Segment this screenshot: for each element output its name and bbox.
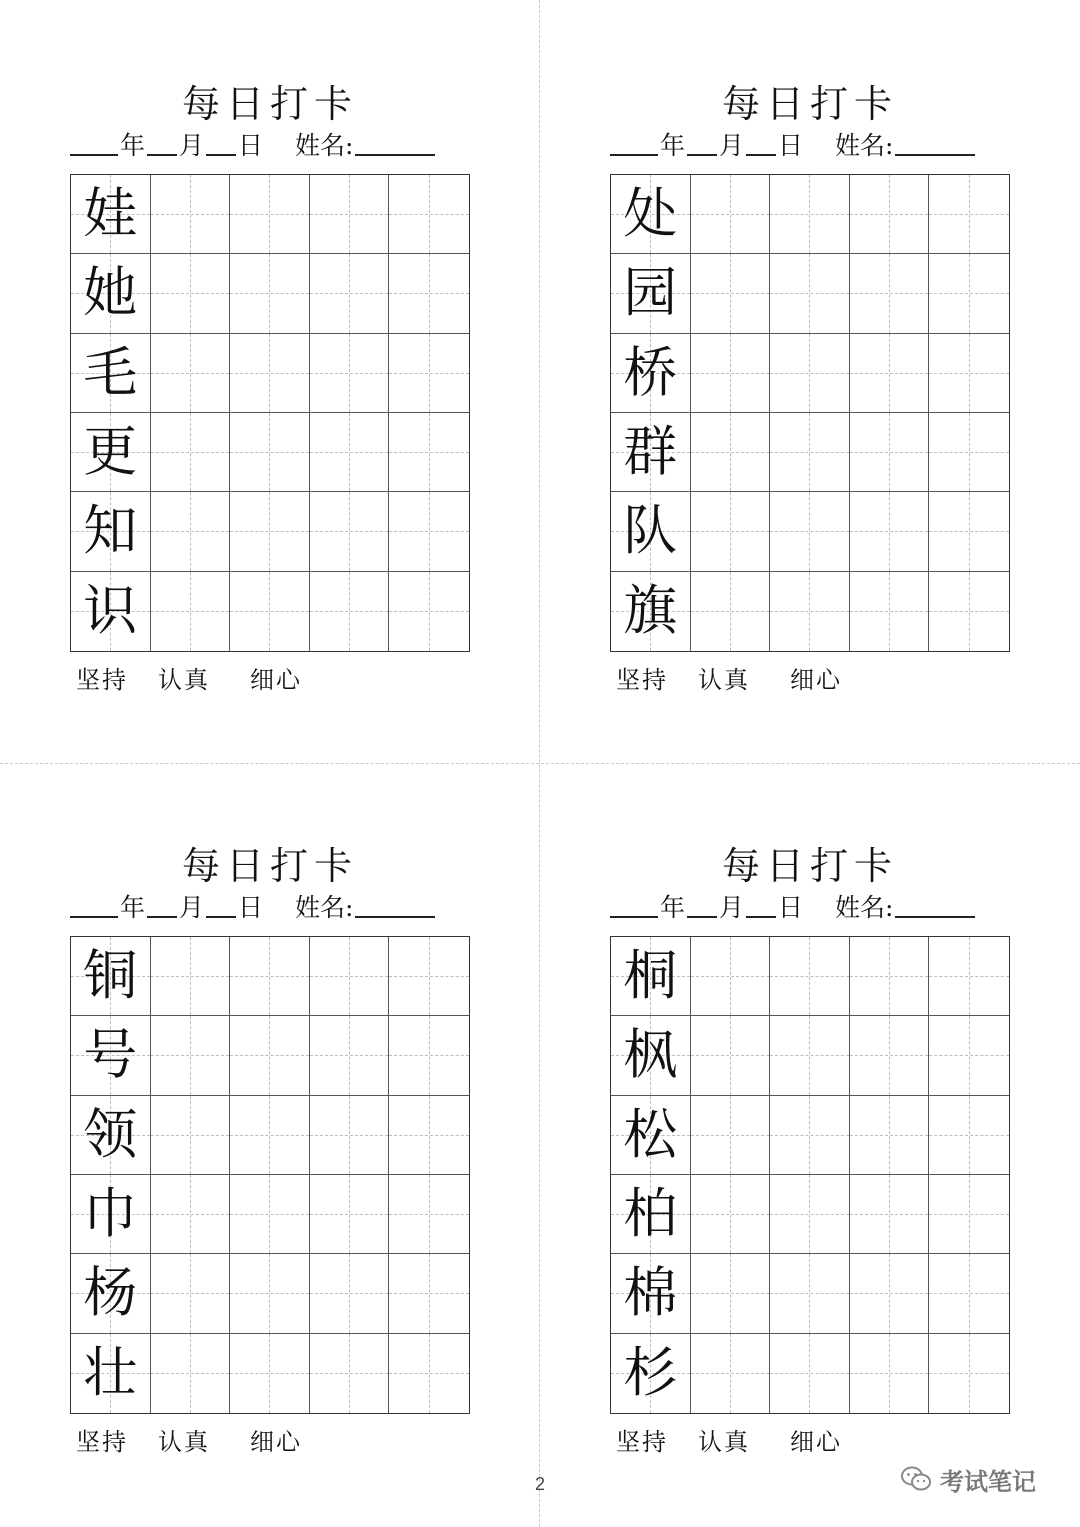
- card-title: 每日打卡: [181, 844, 358, 888]
- model-character-cell: [611, 1175, 691, 1254]
- practice-cell[interactable]: [310, 413, 390, 492]
- practice-cell[interactable]: [310, 1254, 390, 1333]
- practice-cell[interactable]: [850, 1096, 930, 1175]
- practice-cell[interactable]: [929, 492, 1009, 571]
- model-character-cell: [611, 1254, 691, 1333]
- practice-cell[interactable]: [151, 937, 231, 1016]
- model-character: 巾: [83, 1182, 138, 1246]
- card-title: 每日打卡: [721, 82, 898, 126]
- practice-cell[interactable]: [929, 1175, 1009, 1254]
- month-label: 月: [719, 893, 745, 922]
- practice-cell[interactable]: [230, 1175, 310, 1254]
- model-character-cell: [611, 254, 691, 333]
- model-character: 壮: [83, 1341, 138, 1405]
- practice-cell[interactable]: [770, 413, 850, 492]
- model-character: 更: [83, 420, 138, 484]
- day-blank[interactable]: [206, 894, 236, 918]
- month-blank[interactable]: [687, 132, 717, 156]
- practice-cell[interactable]: [691, 492, 771, 571]
- practice-cell[interactable]: [230, 413, 310, 492]
- practice-cell[interactable]: [691, 572, 771, 651]
- practice-cell[interactable]: [691, 413, 771, 492]
- model-character: 棉: [623, 1261, 678, 1325]
- practice-cell[interactable]: [850, 572, 930, 651]
- model-character: 松: [623, 1102, 678, 1166]
- model-character-cell: [611, 1016, 691, 1095]
- practice-cell[interactable]: [151, 254, 231, 333]
- day-label: 日: [238, 131, 264, 160]
- card-footer: [76, 664, 302, 696]
- practice-cell[interactable]: [230, 1016, 310, 1095]
- year-blank[interactable]: [70, 132, 118, 156]
- motto-1: 认真: [158, 1428, 210, 1456]
- practice-cell[interactable]: [691, 1254, 771, 1333]
- model-character-cell: [71, 1334, 151, 1413]
- month-label: 月: [179, 131, 205, 160]
- writing-grid: [70, 936, 470, 1414]
- practice-cell[interactable]: [691, 254, 771, 333]
- practice-cell[interactable]: [151, 1334, 231, 1413]
- date-name-line: [70, 130, 470, 162]
- wechat-icon: [900, 1465, 932, 1493]
- practice-cell[interactable]: [929, 572, 1009, 651]
- month-label: 月: [179, 893, 205, 922]
- model-character-cell: [611, 175, 691, 254]
- card-footer: [616, 1426, 842, 1458]
- model-character: 识: [83, 579, 138, 643]
- day-blank[interactable]: [206, 132, 236, 156]
- practice-cell[interactable]: [310, 334, 390, 413]
- model-character-cell: [71, 175, 151, 254]
- card-footer: [616, 664, 842, 696]
- practice-cell[interactable]: [929, 1096, 1009, 1175]
- card-title: 每日打卡: [181, 82, 358, 126]
- practice-cell[interactable]: [230, 334, 310, 413]
- model-character-cell: [611, 1096, 691, 1175]
- practice-cell[interactable]: [691, 1016, 771, 1095]
- practice-cell[interactable]: [929, 937, 1009, 1016]
- model-character-cell: [611, 1334, 691, 1413]
- writing-grid: [610, 936, 1010, 1414]
- model-character: 领: [83, 1102, 138, 1166]
- model-character-cell: [71, 254, 151, 333]
- practice-cell[interactable]: [850, 334, 930, 413]
- day-blank[interactable]: [746, 894, 776, 918]
- practice-cell[interactable]: [929, 413, 1009, 492]
- writing-grid: [610, 174, 1010, 652]
- year-blank[interactable]: [70, 894, 118, 918]
- name-label: 姓名:: [835, 893, 894, 922]
- motto-0: 坚持: [616, 666, 668, 694]
- practice-cell[interactable]: [151, 1254, 231, 1333]
- practice-cell[interactable]: [151, 413, 231, 492]
- model-character-cell: [71, 1175, 151, 1254]
- practice-cell[interactable]: [770, 1334, 850, 1413]
- practice-cell[interactable]: [310, 1334, 390, 1413]
- year-blank[interactable]: [610, 894, 658, 918]
- practice-cell[interactable]: [389, 937, 469, 1016]
- practice-cell[interactable]: [310, 937, 390, 1016]
- practice-cell[interactable]: [929, 175, 1009, 254]
- month-blank[interactable]: [147, 132, 177, 156]
- model-character-cell: [71, 1096, 151, 1175]
- practice-cell[interactable]: [151, 334, 231, 413]
- practice-cell[interactable]: [770, 1254, 850, 1333]
- model-character-cell: [71, 492, 151, 571]
- month-blank[interactable]: [687, 894, 717, 918]
- practice-cell[interactable]: [389, 1334, 469, 1413]
- year-label: 年: [120, 893, 146, 922]
- practice-cell[interactable]: [770, 175, 850, 254]
- practice-cell[interactable]: [770, 937, 850, 1016]
- practice-cell[interactable]: [151, 572, 231, 651]
- practice-cell[interactable]: [310, 572, 390, 651]
- practice-cell[interactable]: [770, 1096, 850, 1175]
- model-character: 杉: [623, 1341, 678, 1405]
- practice-cell[interactable]: [389, 334, 469, 413]
- watermark: [900, 1462, 1036, 1496]
- day-blank[interactable]: [746, 132, 776, 156]
- model-character: 柏: [623, 1182, 678, 1246]
- practice-cell[interactable]: [389, 413, 469, 492]
- practice-cell[interactable]: [310, 254, 390, 333]
- practice-cell[interactable]: [850, 413, 930, 492]
- practice-cell[interactable]: [850, 1175, 930, 1254]
- year-blank[interactable]: [610, 132, 658, 156]
- motto-2: 细心: [250, 1428, 302, 1456]
- model-character: 旗: [623, 579, 678, 643]
- model-character-cell: [611, 937, 691, 1016]
- practice-cell[interactable]: [691, 937, 771, 1016]
- practice-card: [70, 842, 470, 1462]
- practice-cell[interactable]: [389, 175, 469, 254]
- watermark-text: 考试笔记: [940, 1467, 1036, 1496]
- practice-cell[interactable]: [230, 492, 310, 571]
- name-blank[interactable]: [355, 132, 435, 156]
- practice-cell[interactable]: [691, 175, 771, 254]
- motto-0: 坚持: [616, 1428, 668, 1456]
- practice-cell[interactable]: [230, 254, 310, 333]
- practice-cell[interactable]: [310, 175, 390, 254]
- practice-cell[interactable]: [691, 334, 771, 413]
- model-character-cell: [71, 413, 151, 492]
- practice-cell[interactable]: [850, 937, 930, 1016]
- practice-cell[interactable]: [389, 1254, 469, 1333]
- practice-cell[interactable]: [770, 254, 850, 333]
- practice-cell[interactable]: [770, 1016, 850, 1095]
- month-label: 月: [719, 131, 745, 160]
- motto-2: 细心: [790, 1428, 842, 1456]
- year-label: 年: [660, 893, 686, 922]
- name-label: 姓名:: [295, 893, 354, 922]
- name-label: 姓名:: [835, 131, 894, 160]
- day-label: 日: [238, 893, 264, 922]
- practice-cell[interactable]: [230, 1334, 310, 1413]
- motto-0: 坚持: [76, 1428, 128, 1456]
- model-character: 号: [83, 1023, 138, 1087]
- practice-cell[interactable]: [929, 1334, 1009, 1413]
- practice-card: [610, 80, 1010, 700]
- practice-cell[interactable]: [389, 572, 469, 651]
- model-character: 铜: [83, 944, 138, 1008]
- name-label: 姓名:: [295, 131, 354, 160]
- model-character: 枫: [623, 1023, 678, 1087]
- day-label: 日: [778, 131, 804, 160]
- practice-cell[interactable]: [929, 254, 1009, 333]
- horizontal-cut-line: [0, 763, 1080, 764]
- date-name-line: [70, 892, 470, 924]
- date-name-line: [610, 892, 1010, 924]
- model-character: 毛: [83, 340, 138, 404]
- practice-cell[interactable]: [850, 254, 930, 333]
- practice-cell[interactable]: [691, 1175, 771, 1254]
- practice-cell[interactable]: [770, 1175, 850, 1254]
- motto-2: 细心: [790, 666, 842, 694]
- practice-cell[interactable]: [310, 1175, 390, 1254]
- practice-cell[interactable]: [850, 1016, 930, 1095]
- model-character-cell: [71, 1016, 151, 1095]
- name-blank[interactable]: [895, 132, 975, 156]
- model-character: 园: [623, 261, 678, 325]
- practice-card: [610, 842, 1010, 1462]
- date-name-line: [610, 130, 1010, 162]
- motto-1: 认真: [158, 666, 210, 694]
- card-title: 每日打卡: [721, 844, 898, 888]
- model-character: 杨: [83, 1261, 138, 1325]
- practice-cell[interactable]: [310, 492, 390, 571]
- model-character-cell: [611, 572, 691, 651]
- model-character-cell: [611, 492, 691, 571]
- practice-cell[interactable]: [230, 1096, 310, 1175]
- practice-cell[interactable]: [770, 492, 850, 571]
- model-character: 娃: [83, 182, 138, 246]
- practice-cell[interactable]: [770, 334, 850, 413]
- practice-cell[interactable]: [230, 572, 310, 651]
- model-character: 队: [623, 499, 678, 563]
- model-character: 桥: [623, 340, 678, 404]
- motto-1: 认真: [698, 666, 750, 694]
- practice-cell[interactable]: [770, 572, 850, 651]
- motto-0: 坚持: [76, 666, 128, 694]
- practice-cell[interactable]: [929, 1016, 1009, 1095]
- model-character-cell: [71, 572, 151, 651]
- practice-card: [70, 80, 470, 700]
- practice-cell[interactable]: [151, 1016, 231, 1095]
- writing-grid: [70, 174, 470, 652]
- practice-cell[interactable]: [230, 1254, 310, 1333]
- model-character: 处: [623, 182, 678, 246]
- practice-cell[interactable]: [389, 1016, 469, 1095]
- name-blank[interactable]: [895, 894, 975, 918]
- practice-cell[interactable]: [691, 1096, 771, 1175]
- model-character: 桐: [623, 944, 678, 1008]
- model-character: 群: [623, 420, 678, 484]
- practice-cell[interactable]: [151, 1096, 231, 1175]
- model-character: 知: [83, 499, 138, 563]
- day-label: 日: [778, 893, 804, 922]
- practice-cell[interactable]: [389, 1096, 469, 1175]
- practice-cell[interactable]: [310, 1016, 390, 1095]
- model-character-cell: [611, 413, 691, 492]
- practice-cell[interactable]: [389, 492, 469, 571]
- month-blank[interactable]: [147, 894, 177, 918]
- motto-1: 认真: [698, 1428, 750, 1456]
- practice-cell[interactable]: [691, 1334, 771, 1413]
- practice-cell[interactable]: [230, 937, 310, 1016]
- model-character-cell: [71, 334, 151, 413]
- model-character: 她: [83, 261, 138, 325]
- page-number: 2: [534, 1474, 545, 1494]
- year-label: 年: [120, 131, 146, 160]
- name-blank[interactable]: [355, 894, 435, 918]
- practice-cell[interactable]: [230, 175, 310, 254]
- model-character-cell: [71, 937, 151, 1016]
- practice-cell[interactable]: [389, 254, 469, 333]
- practice-cell[interactable]: [310, 1096, 390, 1175]
- practice-cell[interactable]: [151, 175, 231, 254]
- practice-cell[interactable]: [929, 1254, 1009, 1333]
- practice-cell[interactable]: [151, 1175, 231, 1254]
- practice-cell[interactable]: [929, 334, 1009, 413]
- practice-cell[interactable]: [850, 492, 930, 571]
- practice-cell[interactable]: [850, 1334, 930, 1413]
- practice-cell[interactable]: [389, 1175, 469, 1254]
- practice-cell[interactable]: [151, 492, 231, 571]
- card-footer: [76, 1426, 302, 1458]
- motto-2: 细心: [250, 666, 302, 694]
- model-character-cell: [71, 1254, 151, 1333]
- model-character-cell: [611, 334, 691, 413]
- practice-cell[interactable]: [850, 175, 930, 254]
- year-label: 年: [660, 131, 686, 160]
- practice-cell[interactable]: [850, 1254, 930, 1333]
